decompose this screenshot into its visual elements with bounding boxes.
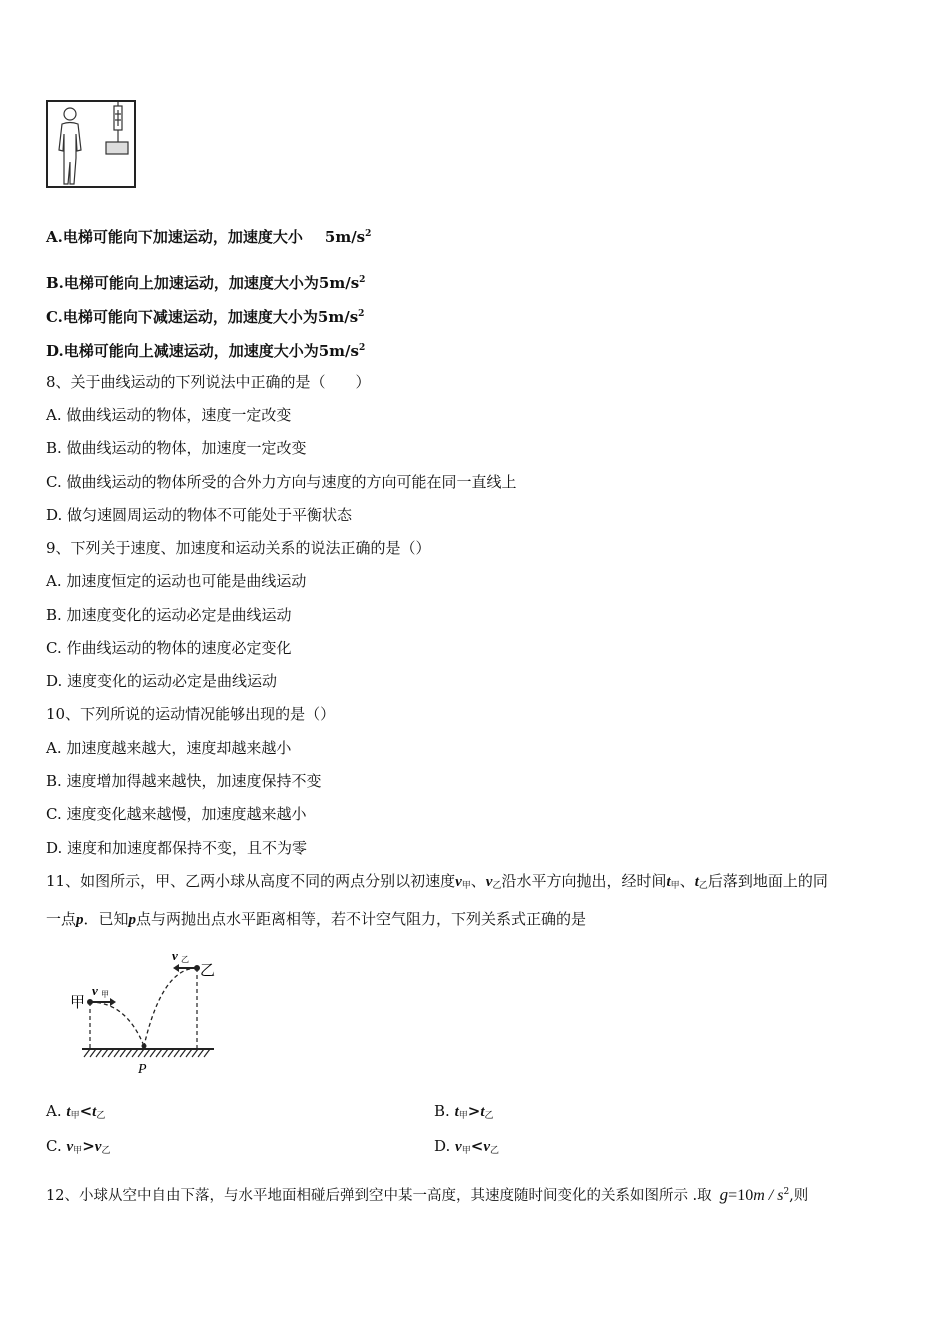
q9-option-c: C. 作曲线运动的物体的速度必定变化	[46, 639, 292, 657]
q9-option-d: D. 速度变化的运动必定是曲线运动	[46, 672, 278, 690]
q7-option-c: C.电梯可能向下减速运动，加速度大小为$5m/s^2$	[46, 308, 365, 326]
q9-stem: 9、下列关于速度、加速度和运动关系的说法正确的是（）	[46, 539, 431, 557]
label-jia: 甲	[70, 993, 86, 1011]
v-yi-label: v	[172, 948, 178, 963]
q11-option-a: A. $t_甲<t_乙$	[46, 1102, 106, 1121]
q7-option-b: B.电梯可能向上加速运动，加速度大小为$5m/s^2$	[46, 274, 366, 292]
q11-stem-line1: 11、如图所示，甲、乙两小球从高度不同的两点分别以初速度$v_甲$、$v_乙$沿水平方向抛出，经时间$t_甲$、$t_乙$后落到地面上的同	[46, 872, 828, 891]
v-jia-sub: 甲	[101, 990, 109, 999]
elevator-figure	[46, 100, 136, 188]
q9-option-b: B. 加速度变化的运动必定是曲线运动	[46, 606, 292, 624]
v-yi-sub: 乙	[181, 955, 189, 964]
q7-option-a: A.电梯可能向下加速运动，加速度大小 $5m/s^2$	[46, 228, 372, 246]
q12-stem: 12、小球从空中自由下落，与水平地面相碰后弹到空中某一高度，其速度随时间变化的关系如图所示 .取 $g=10m / s^2$,则	[46, 1185, 809, 1204]
q8-option-b: B. 做曲线运动的物体，加速度一定改变	[46, 439, 307, 457]
q11-stem-line2: 一点p．已知p点与两抛出点水平距离相等，若不计空气阻力，下列关系式正确的是	[46, 910, 587, 928]
q7-option-d: D.电梯可能向上减速运动，加速度大小为$5m/s^2$	[46, 342, 366, 360]
point-p-label: P	[138, 1062, 147, 1077]
q11-option-b: B. $t_甲>t_乙$	[434, 1102, 494, 1121]
v-jia-label: v	[92, 983, 98, 998]
q8-stem: 8、关于曲线运动的下列说法中正确的是（ ）	[46, 373, 371, 391]
q10-option-d: D. 速度和加速度都保持不变，且不为零	[46, 839, 308, 857]
q10-option-b: B. 速度增加得越来越快，加速度保持不变	[46, 772, 322, 790]
q8-option-d: D. 做匀速圆周运动的物体不可能处于平衡状态	[46, 506, 353, 524]
q10-option-c: C. 速度变化越来越慢，加速度越来越小	[46, 805, 307, 823]
q8-option-c: C. 做曲线运动的物体所受的合外力方向与速度的方向可能在同一直线上	[46, 473, 517, 491]
q9-option-a: A. 加速度恒定的运动也可能是曲线运动	[46, 572, 307, 590]
q10-option-a: A. 加速度越来越大，速度却越来越小	[46, 739, 292, 757]
label-yi: 乙	[200, 961, 216, 979]
q11-option-c: C. $v_甲>v_乙$	[46, 1137, 111, 1156]
q8-option-a: A. 做曲线运动的物体，速度一定改变	[46, 406, 292, 424]
q10-stem: 10、下列所说的运动情况能够出现的是（）	[46, 705, 336, 723]
projectile-figure	[66, 945, 226, 1080]
q11-option-d: D. $v_甲<v_乙$	[434, 1137, 499, 1156]
projectile-diagram	[66, 945, 226, 1080]
person-scale-illustration	[48, 102, 134, 186]
